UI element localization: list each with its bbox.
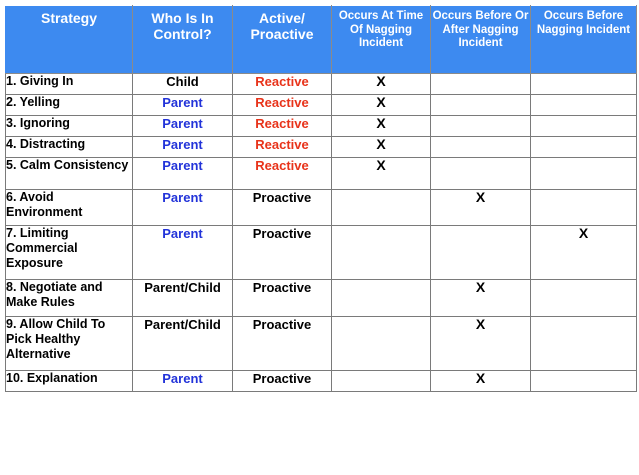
mode-cell: Reactive xyxy=(233,158,332,190)
before-cell xyxy=(531,371,637,392)
mode-cell: Proactive xyxy=(233,226,332,280)
table-row xyxy=(6,371,637,392)
control-cell: Parent xyxy=(133,158,233,190)
strategy-cell: 4. Distracting xyxy=(6,137,133,158)
before-cell xyxy=(531,116,637,137)
at-time-cell: X xyxy=(332,95,431,116)
before-cell xyxy=(531,317,637,371)
table-row xyxy=(6,95,637,116)
before-cell xyxy=(531,137,637,158)
header-before: Occurs Before Nagging Incident xyxy=(531,6,637,74)
at-time-cell: X xyxy=(332,137,431,158)
at-time-cell: X xyxy=(332,74,431,95)
control-cell: Child xyxy=(133,74,233,95)
control-cell: Parent xyxy=(133,137,233,158)
mode-cell: Proactive xyxy=(233,317,332,371)
before-after-cell: X xyxy=(431,190,531,226)
header-before-after: Occurs Before Or After Nagging Incident xyxy=(431,6,531,74)
at-time-cell: X xyxy=(332,116,431,137)
mode-cell: Reactive xyxy=(233,116,332,137)
before-after-cell xyxy=(431,95,531,116)
control-cell: Parent xyxy=(133,371,233,392)
control-cell: Parent xyxy=(133,226,233,280)
at-time-cell xyxy=(332,371,431,392)
before-cell xyxy=(531,74,637,95)
at-time-cell xyxy=(332,280,431,317)
at-time-cell xyxy=(332,317,431,371)
strategy-cell: 9. Allow Child To Pick Healthy Alternative xyxy=(6,317,133,371)
header-strategy: Strategy xyxy=(6,6,133,74)
strategy-table xyxy=(5,5,637,392)
control-cell: Parent xyxy=(133,190,233,226)
strategy-cell: 1. Giving In xyxy=(6,74,133,95)
control-cell: Parent/Child xyxy=(133,280,233,317)
before-after-cell xyxy=(431,74,531,95)
header-mode: Active/ Proactive xyxy=(233,6,332,74)
before-after-cell xyxy=(431,137,531,158)
table-row xyxy=(6,190,637,226)
table-row xyxy=(6,317,637,371)
header-row xyxy=(6,6,637,74)
control-cell: Parent xyxy=(133,95,233,116)
strategy-cell: 10. Explanation xyxy=(6,371,133,392)
before-after-cell: X xyxy=(431,317,531,371)
before-cell xyxy=(531,190,637,226)
mode-cell: Reactive xyxy=(233,74,332,95)
control-cell: Parent/Child xyxy=(133,317,233,371)
mode-cell: Proactive xyxy=(233,190,332,226)
before-after-cell xyxy=(431,226,531,280)
at-time-cell xyxy=(332,190,431,226)
at-time-cell xyxy=(332,226,431,280)
before-after-cell xyxy=(431,116,531,137)
table-row xyxy=(6,158,637,190)
table-row xyxy=(6,74,637,95)
strategy-cell: 7. Limiting Commercial Exposure xyxy=(6,226,133,280)
mode-cell: Reactive xyxy=(233,95,332,116)
mode-cell: Proactive xyxy=(233,371,332,392)
control-cell: Parent xyxy=(133,116,233,137)
table-row xyxy=(6,280,637,317)
strategy-cell: 8. Negotiate and Make Rules xyxy=(6,280,133,317)
header-control: Who Is In Control? xyxy=(133,6,233,74)
before-cell xyxy=(531,280,637,317)
strategy-cell: 2. Yelling xyxy=(6,95,133,116)
strategy-cell: 5. Calm Consistency xyxy=(6,158,133,190)
mode-cell: Proactive xyxy=(233,280,332,317)
before-cell: X xyxy=(531,226,637,280)
strategy-cell: 3. Ignoring xyxy=(6,116,133,137)
table-row xyxy=(6,116,637,137)
header-at-time: Occurs At Time Of Nagging Incident xyxy=(332,6,431,74)
before-cell xyxy=(531,158,637,190)
table-row xyxy=(6,226,637,280)
before-after-cell: X xyxy=(431,371,531,392)
table-row xyxy=(6,137,637,158)
before-after-cell: X xyxy=(431,280,531,317)
mode-cell: Reactive xyxy=(233,137,332,158)
before-cell xyxy=(531,95,637,116)
before-after-cell xyxy=(431,158,531,190)
strategy-cell: 6. Avoid Environment xyxy=(6,190,133,226)
at-time-cell: X xyxy=(332,158,431,190)
